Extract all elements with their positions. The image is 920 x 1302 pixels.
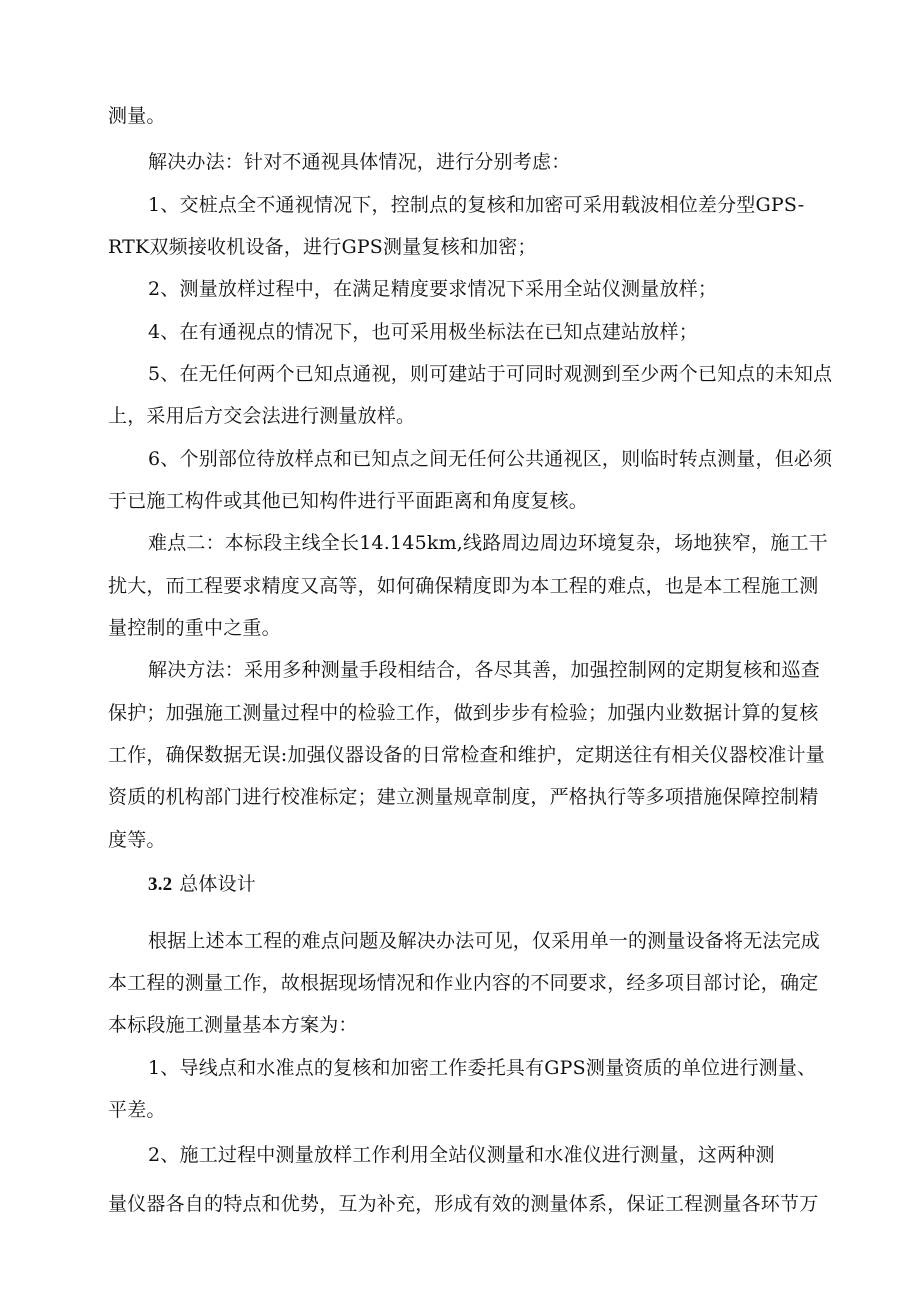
paragraph-line: 5、在无任何两个已知点通视，则可建站于可同时观测到至少两个已知点的未知点: [148, 363, 833, 385]
paragraph-line: 测量。: [108, 105, 166, 127]
section-number: 3.2: [148, 874, 173, 895]
paragraph-line: 本标段施工测量基本方案为：: [108, 1014, 358, 1036]
paragraph-line: 量控制的重中之重。: [108, 617, 281, 639]
paragraph-line: 2、测量放样过程中，在满足精度要求情况下采用全站仪测量放样；: [148, 278, 718, 300]
paragraph-line: 解决办法：针对不通视具体情况，进行分别考虑：: [148, 151, 571, 173]
paragraph-line: 量仪器各自的特点和优势，互为补充，形成有效的测量体系，保证工程测量各环节万: [108, 1193, 819, 1215]
paragraph-line: 解决方法：采用多种测量手段相结合，各尽其善，加强控制网的定期复核和巡查: [148, 659, 821, 681]
paragraph-line: 4、在有通视点的情况下，也可采用极坐标法在已知点建站放样；: [148, 321, 698, 343]
paragraph-line: 资质的机构部门进行校准标定；建立测量规章制度，严格执行等多项措施保障控制精: [108, 786, 819, 808]
paragraph-line: 6、个别部位待放样点和已知点之间无任何公共通视区，则临时转点测量，但必须: [148, 448, 833, 470]
paragraph-line: 工作，确保数据无误:加强仪器设备的日常检查和维护，定期送往有相关仪器校准计量: [108, 744, 826, 766]
paragraph-line: 1、交桩点全不通视情况下，控制点的复核和加密可采用载波相位差分型GPS-: [148, 194, 805, 216]
paragraph-line: 2、施工过程中测量放样工作利用全站仪测量和水准仪进行测量，这两种测: [148, 1144, 775, 1166]
paragraph-line: 度等。: [108, 829, 166, 851]
section-heading: [148, 872, 256, 897]
paragraph-line: 扰大，而工程要求精度又高等，如何确保精度即为本工程的难点，也是本工程施工测: [108, 575, 819, 597]
paragraph-line: 难点二：本标段主线全长14.145km,线路周边周边环境复杂，场地狭窄，施工干: [148, 532, 828, 554]
paragraph-line: 平差。: [108, 1099, 166, 1121]
paragraph-line: RTK双频接收机设备，进行GPS测量复核和加密；: [108, 236, 537, 258]
paragraph-line: 上，采用后方交会法进行测量放样。: [108, 405, 416, 427]
section-title: 总体设计: [179, 873, 256, 895]
paragraph-line: 1、导线点和水准点的复核和加密工作委托具有GPS测量资质的单位进行测量、: [148, 1057, 817, 1079]
paragraph-line: 根据上述本工程的难点问题及解决办法可见，仅采用单一的测量设备将无法完成: [148, 930, 821, 952]
paragraph-line: 本工程的测量工作，故根据现场情况和作业内容的不同要求，经多项目部讨论，确定: [108, 972, 819, 994]
paragraph-line: 于已施工构件或其他已知构件进行平面距离和角度复核。: [108, 490, 589, 512]
paragraph-line: 保护；加强施工测量过程中的检验工作，做到步步有检验；加强内业数据计算的复核: [108, 702, 819, 724]
